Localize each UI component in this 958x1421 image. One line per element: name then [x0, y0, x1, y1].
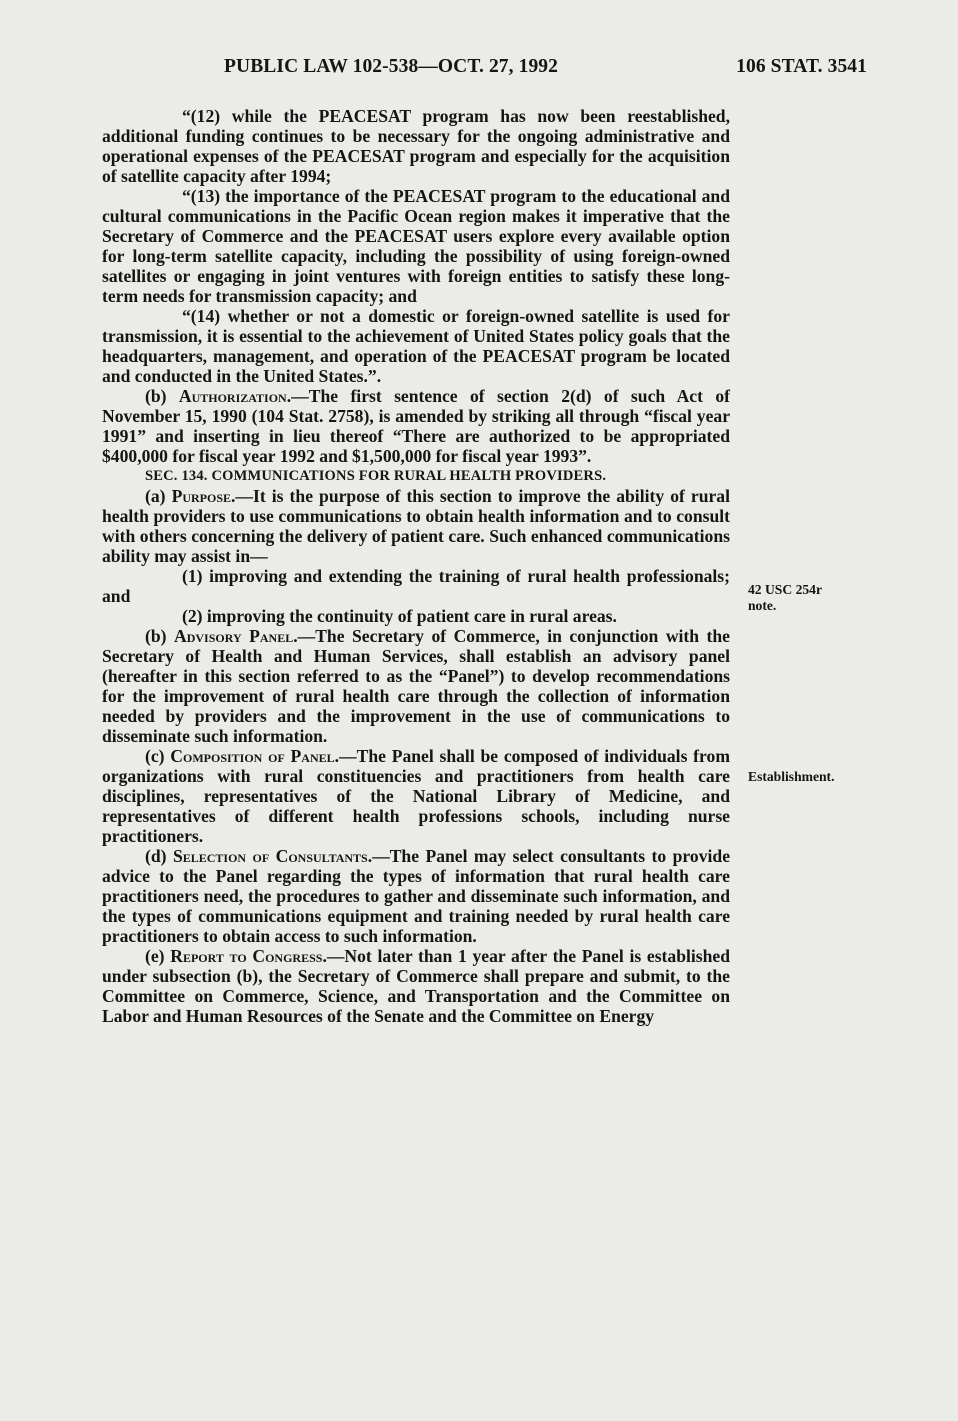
- subsection-label: (b): [145, 626, 174, 646]
- document-body: [102, 106, 730, 1026]
- subsection-b-advisory-panel: [102, 626, 730, 746]
- subsection-a-purpose: [102, 486, 730, 566]
- margin-note-usc: [748, 582, 822, 614]
- subsection-c-composition: [102, 746, 730, 846]
- subsection-d-consultants: [102, 846, 730, 946]
- list-item-1: (1) improving and extending the training of rural health professionals; and: [102, 566, 730, 606]
- margin-note-establishment: Establishment.: [748, 769, 835, 784]
- subsection-b-authorization: [102, 386, 730, 466]
- paragraph-12: “(12) while the PEACESAT program has now been reestablished, additional funding continues to be necessary for the ongoing administrative and operational expenses of the PEACESAT program and especially for the acquisition of satellite capacity after 1994;: [102, 106, 730, 186]
- subsection-text: .—The Secretary of Commerce, in conjunction with the Secretary of Health and Human Services, shall establish an advisory panel (hereafter in this section referred to as the “Panel”) to develop recommendations for the improvement of rural health care through the collection of information needed by providers and the improvement in the use of communications to disseminate such information.: [102, 626, 730, 746]
- list-item-2: (2) improving the continuity of patient care in rural areas.: [182, 606, 617, 626]
- statute-page-number: 106 STAT. 3541: [736, 56, 867, 77]
- subsection-heading: Authorization: [178, 386, 287, 406]
- subsection-text: .—The Panel may select consultants to provide advice to the Panel regarding the types of information that rural health care practitioners need, the procedures to gather and disseminate such information, and the types of communications equipment and training needed by rural health care practitioners to obtain access to such information.: [102, 846, 731, 946]
- public-law-citation: PUBLIC LAW 102-538—OCT. 27, 1992: [224, 56, 559, 77]
- subsection-text: .—The first sentence of section 2(d) of such Act of November 15, 1990 (104 Stat. 2758), is amended by striking all through “fiscal year 1991” and inserting in lieu thereof “There are authorized to be appropriated $400,000 for fiscal year 1992 and $1,500,000 for fiscal year 1993”.: [102, 386, 730, 466]
- usc-note-label: note.: [748, 598, 777, 613]
- subsection-e-report: [102, 946, 730, 1026]
- page-header: [102, 56, 867, 86]
- subsection-label: (c): [145, 746, 171, 766]
- paragraph-13: “(13) the importance of the PEACESAT program to the educational and cultural communications in the Pacific Ocean region makes it imperative that the Secretary of Commerce and the PEACESAT users explore every available option for long-term satellite capacity, including the possibility of using foreign-owned satellites or engaging in joint ventures with foreign entities to satisfy these long-term needs for transmission capacity; and: [102, 186, 730, 306]
- subsection-text: .—It is the purpose of this section to improve the ability of rural health providers to use communications to obtain health information and to consult with others concerning the delivery of patient care. Such enhanced communications ability may assist in—: [102, 486, 730, 566]
- subsection-text: .—Not later than 1 year after the Panel is established under subsection (b), the Secretary of Commerce shall prepare and submit, to the Committee on Commerce, Science, and Transportation and the Committee on Labor and Human Resources of the Senate and the Committee on Energy: [102, 946, 730, 1026]
- subsection-text: .—The Panel shall be composed of individuals from organizations with rural constituencies and practitioners from health care disciplines, representatives of the National Library of Medicine, and representatives of different health professions schools, including nurse practitioners.: [102, 746, 730, 846]
- subsection-label: (e): [145, 946, 171, 966]
- subsection-heading: Selection of Consultants: [172, 846, 368, 866]
- section-134-heading: SEC. 134. COMMUNICATIONS FOR RURAL HEALTH PROVIDERS.: [145, 468, 607, 484]
- subsection-heading: Purpose: [171, 486, 231, 506]
- subsection-heading: Advisory Panel: [174, 626, 294, 646]
- subsection-label: (d): [145, 846, 173, 866]
- subsection-label: (a): [145, 486, 172, 506]
- subsection-heading: Composition of Panel: [170, 746, 335, 766]
- subsection-heading: Report to Congress: [170, 946, 323, 966]
- paragraph-14: “(14) whether or not a domestic or foreign-owned satellite is used for transmission, it is essential to the achievement of United States policy goals that the headquarters, management, and operation of the PEACESAT program be located and conducted in the United States.”.: [102, 306, 730, 386]
- subsection-label: (b): [145, 386, 179, 406]
- usc-citation: 42 USC 254r: [748, 582, 823, 597]
